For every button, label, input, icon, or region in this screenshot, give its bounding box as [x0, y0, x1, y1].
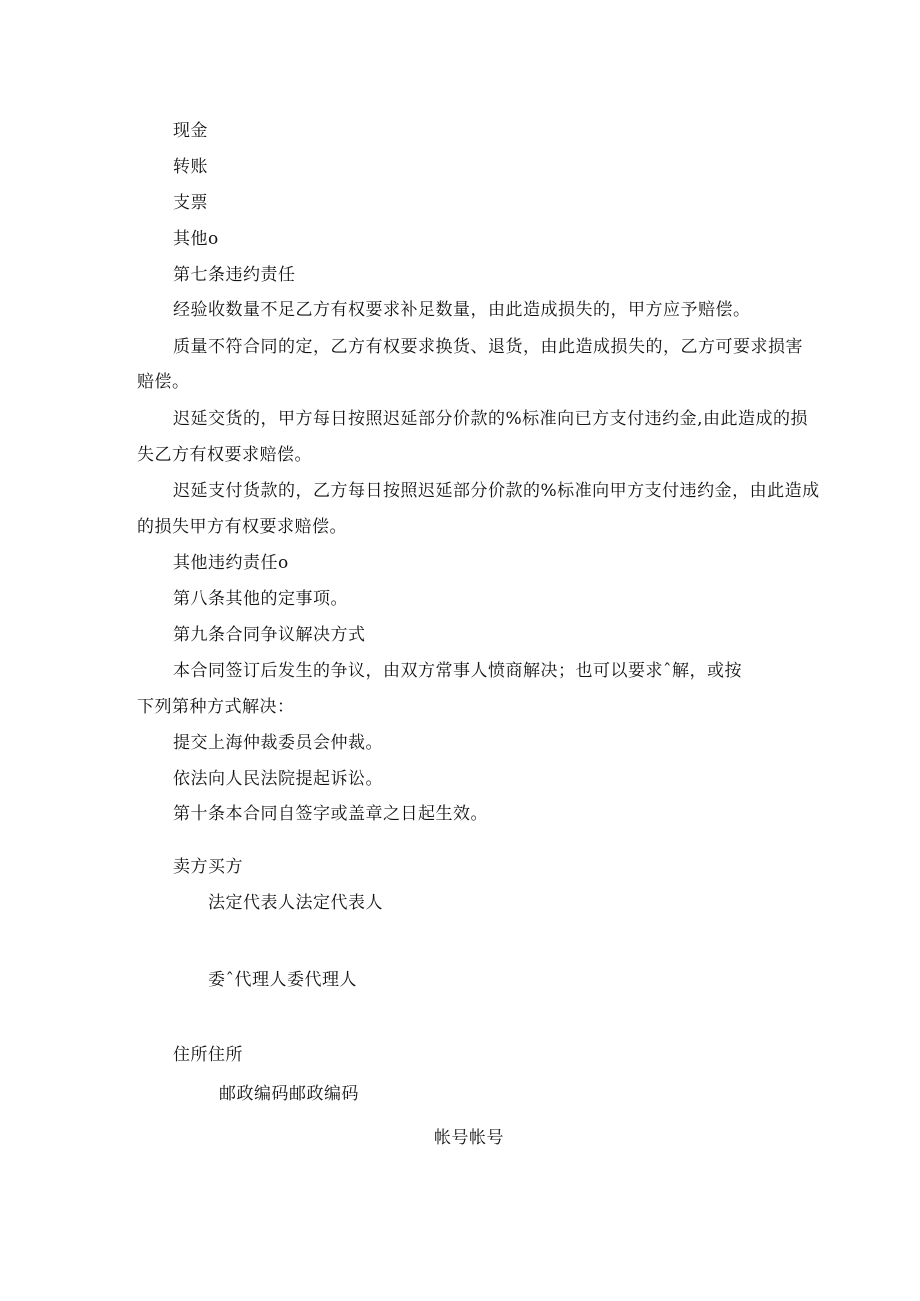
signature-agent: 委ˆ代理人委代理人: [208, 970, 357, 990]
article-7-para-4-line-2: 的损失甲方有权要求赔偿。: [137, 517, 347, 537]
payment-other: 其他o: [173, 229, 219, 249]
signature-legal-rep: 法定代表人法定代表人: [208, 893, 383, 913]
article-7-title: 第七条违约责任: [173, 265, 296, 285]
article-9-title: 第九条合同争议解决方式: [173, 625, 366, 645]
article-7-para-1: 经验收数量不足乙方有权要求补足数量，由此造成损失的，甲方应予赔偿。: [173, 300, 751, 320]
article-9-option-1: 提交上海仲裁委员会仲裁。: [173, 733, 383, 753]
article-7-para-4-line-1: 迟延支付货款的，乙方每日按照迟延部分价款的%标准向甲方支付违约金，由此造成: [173, 481, 820, 501]
article-8-title: 第八条其他的定事项。: [173, 589, 348, 609]
article-7-para-5: 其他违约责任o: [173, 553, 289, 573]
signature-address: 住所住所: [173, 1045, 243, 1065]
article-7-para-3-line-2: 失乙方有权要求赔偿。: [137, 445, 312, 465]
article-7-para-3-line-1: 迟延交货的，甲方每日按照迟延部分价款的%标准向已方支付违约金,由此造成的损: [173, 409, 809, 429]
payment-cheque: 支票: [173, 193, 208, 213]
article-7-para-2-line-1: 质量不符合同的定，乙方有权要求换货、退货，由此造成损失的，乙方可要求损害: [173, 337, 803, 357]
article-9-option-2: 依法向人民法院提起诉讼。: [173, 769, 383, 789]
signature-account: 帐号帐号: [434, 1128, 504, 1148]
article-7-para-2-line-2: 赔偿。: [137, 372, 190, 392]
article-9-para-1-line-2: 下列第种方式解决：: [137, 697, 295, 717]
payment-cash: 现金: [173, 121, 208, 141]
payment-transfer: 转账: [173, 157, 208, 177]
article-10-title: 第十条本合同自签字或盖章之日起生效。: [173, 804, 488, 824]
article-9-para-1-line-1: 本合同签订后发生的争议，由双方常事人愤商解决；也可以要求ˆ解，或按: [173, 661, 742, 681]
signature-parties: 卖方买方: [173, 857, 243, 877]
signature-postcode: 邮政编码邮政编码: [219, 1084, 359, 1104]
